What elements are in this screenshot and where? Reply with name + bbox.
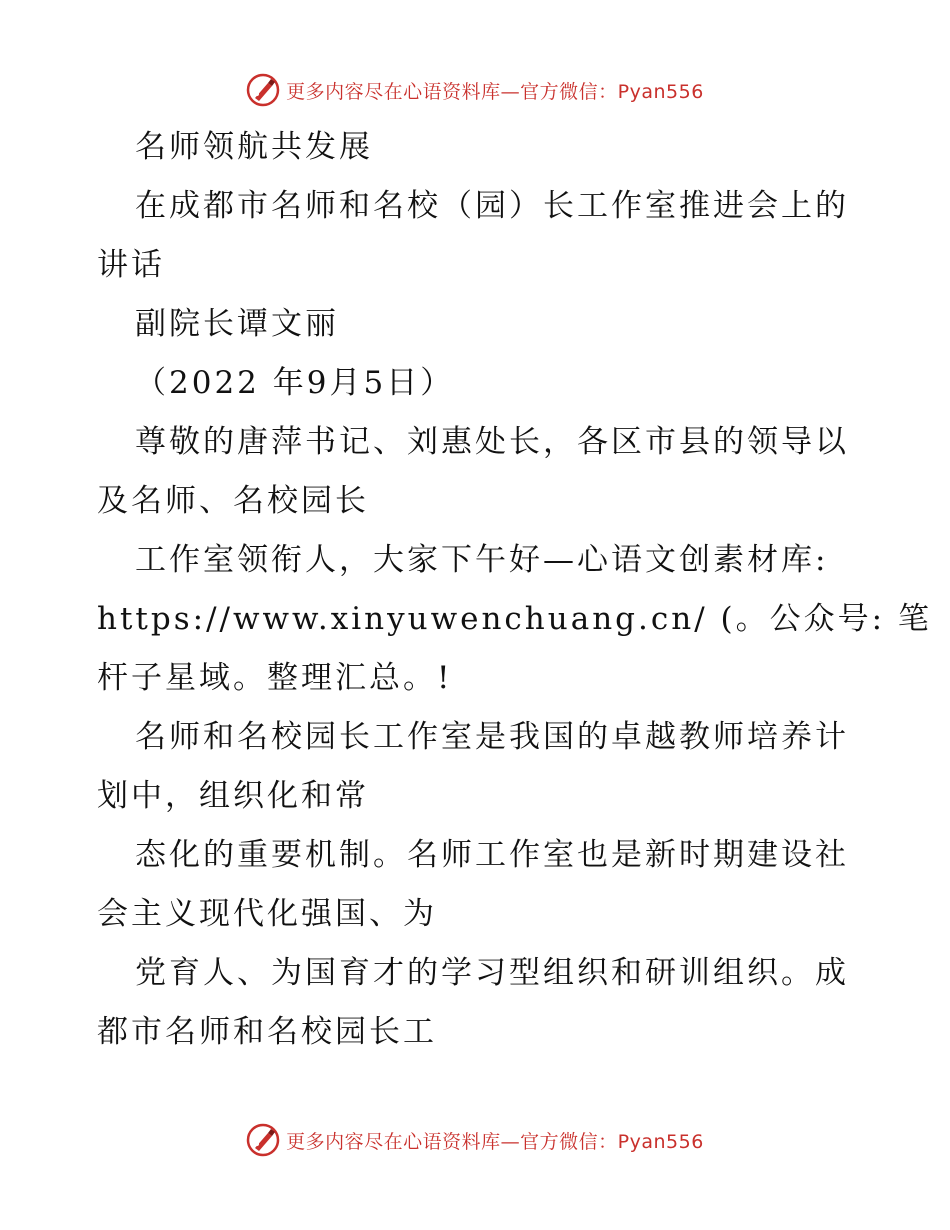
doc-date: （2022 年9月5日） <box>135 365 455 401</box>
banner-text <box>286 1127 704 1154</box>
doc-subtitle-line-1: 在成都市名师和名校（园）长工作室推进会上的 <box>135 188 849 224</box>
paragraph-line: 态化的重要机制。名师工作室也是新时期建设社 <box>135 837 849 873</box>
paragraph-line-url: https://www.xinyuwenchuang.cn/ (。公众号: 笔 <box>97 601 932 637</box>
pen-logo-icon <box>246 73 280 107</box>
doc-subtitle-line-2: 讲话 <box>97 247 165 283</box>
banner-wechat-id: Pyan556 <box>617 1130 704 1153</box>
paragraph-line: 都市名师和名校园长工 <box>97 1014 437 1050</box>
paragraph-line: 党育人、为国育才的学习型组织和研训组织。成 <box>135 955 849 991</box>
doc-author: 副院长谭文丽 <box>135 306 339 342</box>
doc-title: 名师领航共发展 <box>135 129 373 165</box>
banner-text <box>286 77 704 104</box>
paragraph-line: 及名师、名校园长 <box>97 483 369 519</box>
header-banner <box>0 70 950 110</box>
banner-label: 更多内容尽在心语资料库—官方微信： <box>286 1130 618 1153</box>
paragraph-line: 工作室领衔人，大家下午好—心语文创素材库: <box>135 542 829 578</box>
document-body <box>97 118 932 1062</box>
paragraph-line: 尊敬的唐萍书记、刘惠处长，各区市县的领导以 <box>135 424 849 460</box>
paragraph-line: 名师和名校园长工作室是我国的卓越教师培养计 <box>135 719 849 755</box>
pen-logo-icon <box>246 1123 280 1157</box>
paragraph-line: 会主义现代化强国、为 <box>97 896 437 932</box>
footer-banner <box>0 1120 950 1160</box>
banner-label: 更多内容尽在心语资料库—官方微信： <box>286 80 618 103</box>
paragraph-line: 杆子星域。整理汇总。! <box>97 660 453 696</box>
paragraph-line: 划中，组织化和常 <box>97 778 369 814</box>
banner-wechat-id: Pyan556 <box>617 80 704 103</box>
